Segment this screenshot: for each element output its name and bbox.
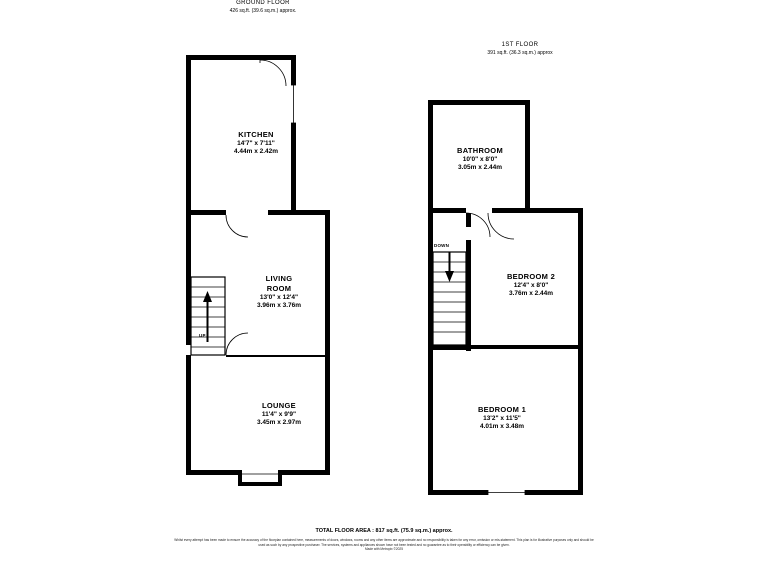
lounge-name: LOUNGE [262,401,296,410]
living-room-name-line2: ROOM [266,283,292,293]
ground-floor-area: 426 sq.ft. (39.6 sq.m.) approx. [229,7,297,14]
lounge-imperial: 11'4" x 9'9" [261,410,297,418]
kitchen-imperial: 14'7" x 7'11" [237,139,275,147]
bedroom-2-imperial: 12'4" x 8'0" [513,281,549,289]
bedroom-1-name: BEDROOM 1 [477,405,527,414]
room-label-kitchen [196,130,316,157]
room-label-living-room [219,274,339,310]
total-floor-area: TOTAL FLOOR AREA : 817 sq.ft. (75.9 sq.m.) approx. [315,528,453,534]
bedroom-2-metric: 3.76m x 2.44m [508,290,554,298]
made-with-label: Made with Metropix ©2025 [365,547,403,552]
room-label-bedroom-2 [470,272,592,299]
ground-floor-header [178,0,348,14]
footer-block [0,528,768,552]
living-room-name-line1: LIVING [265,274,293,283]
bathroom-imperial: 10'0" x 8'0" [462,155,498,163]
disclaimer-body: Whilst every attempt has been made to ensure the accuracy of the floorplan contained here, measurements of doors, windows, rooms and any other items are approximate and no responsibility is taken for any error, omission or mis-statement. This plan is for illustrative purposes only and should be used as such by any prospective purchaser. The services, systems and appliances shown have not been tested and no guarantee as to their operability or efficiency can be given. [174,538,594,547]
bedroom-1-imperial: 13'2" x 11'5" [483,414,521,422]
living-room-imperial: 13'0" x 12'4" [259,293,299,301]
first-floor-title: 1ST FLOOR [501,42,539,48]
kitchen-name: KITCHEN [238,130,274,139]
bedroom-1-metric: 4.01m x 3.48m [479,423,525,431]
disclaimer-text [174,538,594,552]
living-room-metric: 3.96m x 3.76m [256,301,302,309]
bedroom-2-name: BEDROOM 2 [506,272,556,281]
room-label-lounge [219,401,339,428]
bathroom-name: BATHROOM [456,146,503,155]
bathroom-metric: 3.05m x 2.44m [457,164,503,172]
stairs-up-label: UP [199,333,206,338]
stairs-down-label: DOWN [434,243,450,248]
kitchen-metric: 4.44m x 2.42m [233,148,279,156]
first-floor-header [435,42,605,56]
first-floor-area: 391 sq.ft. (36.3 sq.m.) approx [487,49,553,56]
room-label-bedroom-1 [441,405,563,432]
ground-floor-title: GROUND FLOOR [236,0,290,6]
room-label-bathroom [419,146,541,173]
lounge-metric: 3.45m x 2.97m [256,419,302,427]
first-floor-staircase [433,252,466,345]
